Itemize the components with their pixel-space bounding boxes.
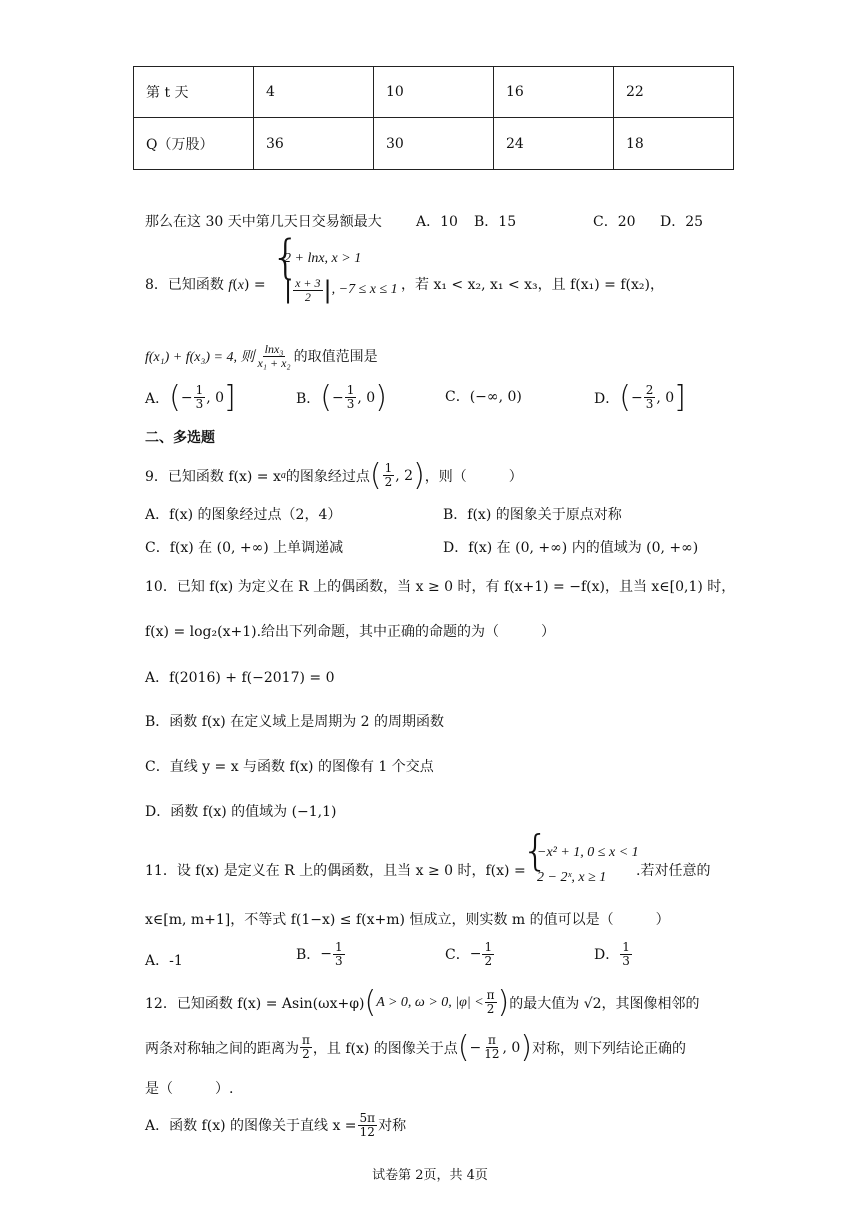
q8-piece2-tail: , −7 ≤ x ≤ 1 [331,282,398,297]
q8-line2-a: f(x₁) + f(x₃) = 4, 则 [145,350,255,366]
table-cell: 22 [614,67,734,118]
q12-opta-num: 5π [359,1111,376,1125]
q11-brace: { [522,826,549,875]
q11-piece2: 2 − 2ˣ, x ≥ 1 [537,870,607,885]
q8-optd-label: D． [594,390,620,407]
q8-optb-den: 3 [346,397,355,411]
q9-option-d: D．f(x) 在 (0, +∞) 内的值域为 (0, +∞) [443,540,699,556]
q11-optd-num: 1 [622,940,630,954]
q8-option-c: C．(−∞, 0) [445,389,522,405]
table-cell: 24 [494,118,614,170]
q11-line2: x∈[m, m+1]，不等式 f(1−x) ≤ f(x+m) 恒成立，则实数 m 的值可以是（ ） [145,912,670,928]
q11-option-b: B． − $\frac{1}{3}$ [296,940,343,968]
q11-optb-label: B． [296,947,321,964]
q12-condition: A > 0, ω > 0, |φ| < [376,994,484,1010]
q7-option-a: A．10 [416,214,458,230]
q12-line2: 两条对称轴之间的距离为 $\frac{\pi}{2}$ ，且 f(x) 的图像关于点 ( − $\frac{\pi}{12}$ , 0 ) 对称，则下列结论正确的 [145,1030,687,1065]
q12-line2-pi-den: 2 [302,1047,310,1061]
q8-brace: { [271,230,301,284]
q7-option-d: D．25 [660,214,704,230]
q7-question: 那么在这 30 天中第几天日交易额最大 [145,214,382,230]
q9-stem-a: 9．已知函数 f(x) = x [145,468,281,485]
q8-line2 [145,343,378,369]
q8-opta-den: 3 [195,397,204,411]
q10-option-d: D．函数 f(x) 的值域为 (−1,1) [145,804,337,820]
q12-pi-den: 2 [486,1002,495,1016]
q12-pt-num: π [487,1033,496,1048]
table-cell: 第 t 天 [134,67,254,118]
table-row [134,118,734,170]
q12-line2-pi-num: π [302,1033,310,1048]
q12-opta-b: 对称 [378,1118,407,1135]
q9-pt-tail: , 2 [395,467,414,484]
table-cell: 30 [374,118,494,170]
q8-optb-num: 1 [346,383,355,398]
q8-condition: ，若 x₁ < x₂, x₁ < x₃，且 f(x₁) = f(x₂)， [401,277,664,293]
q11-piece1: −x² + 1, 0 ≤ x < 1 [537,845,639,860]
table-row [134,67,734,118]
q12-opta-a: A．函数 f(x) 的图像关于直线 x = [145,1118,357,1135]
q9-exponent: a [280,470,286,481]
q8-piece2: | $\frac{x + 3}{2}$ | , −7 ≤ x ≤ 1 [284,275,398,304]
q11-option-c: C． − $\frac{1}{2}$ [445,940,493,968]
q8-option-b: B． ( − $\frac{1}{3}$ , 0 ) [296,380,387,415]
q12-pt-den: 12 [484,1047,500,1061]
q12-line1: 12．已知函数 f(x) = Asin(ωx+φ) ( A > 0, ω > 0, |φ| < $\frac{\pi}{2}$ ) 的最大值为 √2，其图像相邻的 [145,985,700,1020]
q8-ratio-den: x₁ + x₂ [257,355,291,370]
q12-line3: 是（ ）. [145,1081,234,1097]
q9-stem: 9．已知函数 f(x) = x a 的图象经过点 ( $\frac{1}{2}$ , 2 ) ，则（ ） [145,458,523,493]
q7-option-b: B．15 [474,214,517,230]
q12-line1-a: 12．已知函数 f(x) = Asin(ωx+φ) [145,995,365,1012]
q10-line1: 10．已知 f(x) 为定义在 R 上的偶函数，当 x ≥ 0 时，有 f(x+1) = −f(x)，且当 x∈[0,1) 时， [145,579,736,595]
page-footer: 试卷第 2页，共 4页 [372,1168,488,1183]
q11-optb-den: 3 [335,953,343,968]
section-heading: 二、多选题 [145,430,215,446]
q12-line2-b: ，且 f(x) 的图像关于点 [312,1040,458,1057]
q11-option-d [594,941,633,967]
q10-option-a: A．f(2016) + f(−2017) = 0 [145,670,335,686]
q8-ratio-num: lnx₃ [264,342,284,356]
q11-optc-label: C． [445,947,470,964]
table-cell: 4 [254,67,374,118]
q8-piece2-den: 2 [304,289,311,304]
q9-option-b: B．f(x) 的图象关于原点对称 [443,507,622,523]
q11-optb-num: 1 [335,940,343,954]
q11-optc-num: 1 [484,940,493,954]
q12-line2-c: 对称，则下列结论正确的 [532,1040,687,1057]
table-cell: Q（万股） [134,118,254,170]
table-cell: 18 [614,118,734,170]
q12-pi-num: π [486,988,495,1003]
q8-piece1: 2 + lnx, x > 1 [284,251,362,266]
q8-opta-label: A． [145,390,170,407]
q11-optd-label: D． [594,947,620,964]
q8-prefix-text: 8．已知函数 [145,277,224,293]
q11-line1-b: .若对任意的 [636,863,711,879]
q11-line1-a: 11．设 f(x) 是定义在 R 上的偶函数，且当 x ≥ 0 时，f(x) = [145,863,526,879]
q8-optb-label: B． [296,390,321,407]
q9-pt-num: 1 [384,461,393,476]
q11-optd-den: 3 [622,953,630,968]
q11-optc-den: 2 [484,953,493,968]
q8-optd-den: 3 [645,397,654,411]
q10-option-b: B．函数 f(x) 在定义域上是周期为 2 的周期函数 [145,714,444,730]
q11-option-a: A．-1 [145,953,183,969]
q10-line2: f(x) = log₂(x+1).给出下列命题，其中正确的命题的为（ ） [145,624,556,640]
q9-stem-b: 的图象经过点 [285,468,370,485]
q9-option-c: C．f(x) 在 (0, +∞) 上单调递减 [145,540,344,556]
q8-option-a: A． ( − $\frac{1}{3}$ , 0 ] [145,380,236,415]
q12-opta-den: 12 [359,1124,375,1139]
table-cell: 16 [494,67,614,118]
q7-option-c: C．20 [593,214,636,230]
q12-line2-a: 两条对称轴之间的距离为 [145,1040,299,1057]
table-cell: 36 [254,118,374,170]
q12-option-a [145,1112,406,1138]
table-cell: 10 [374,67,494,118]
data-table [133,66,734,170]
q8-piece2-num: x + 3 [295,275,321,290]
q10-option-c: C．直线 y = x 与函数 f(x) 的图像有 1 个交点 [145,759,434,775]
q8-opta-num: 1 [195,383,204,398]
q8-prefix: 8．已知函数 f(x) = [145,277,266,293]
q9-option-a: A．f(x) 的图象经过点（2，4） [145,507,342,523]
q9-pt-den: 2 [384,475,393,489]
q12-line1-b: 的最大值为 √2，其图像相邻的 [509,995,700,1012]
q8-option-d: D． ( − $\frac{2}{3}$ , 0 ] [594,380,686,415]
q8-optd-num: 2 [645,383,654,398]
q9-stem-c: ，则（ ） [424,468,523,485]
q8-line2-b: 的取值范围是 [293,349,378,366]
